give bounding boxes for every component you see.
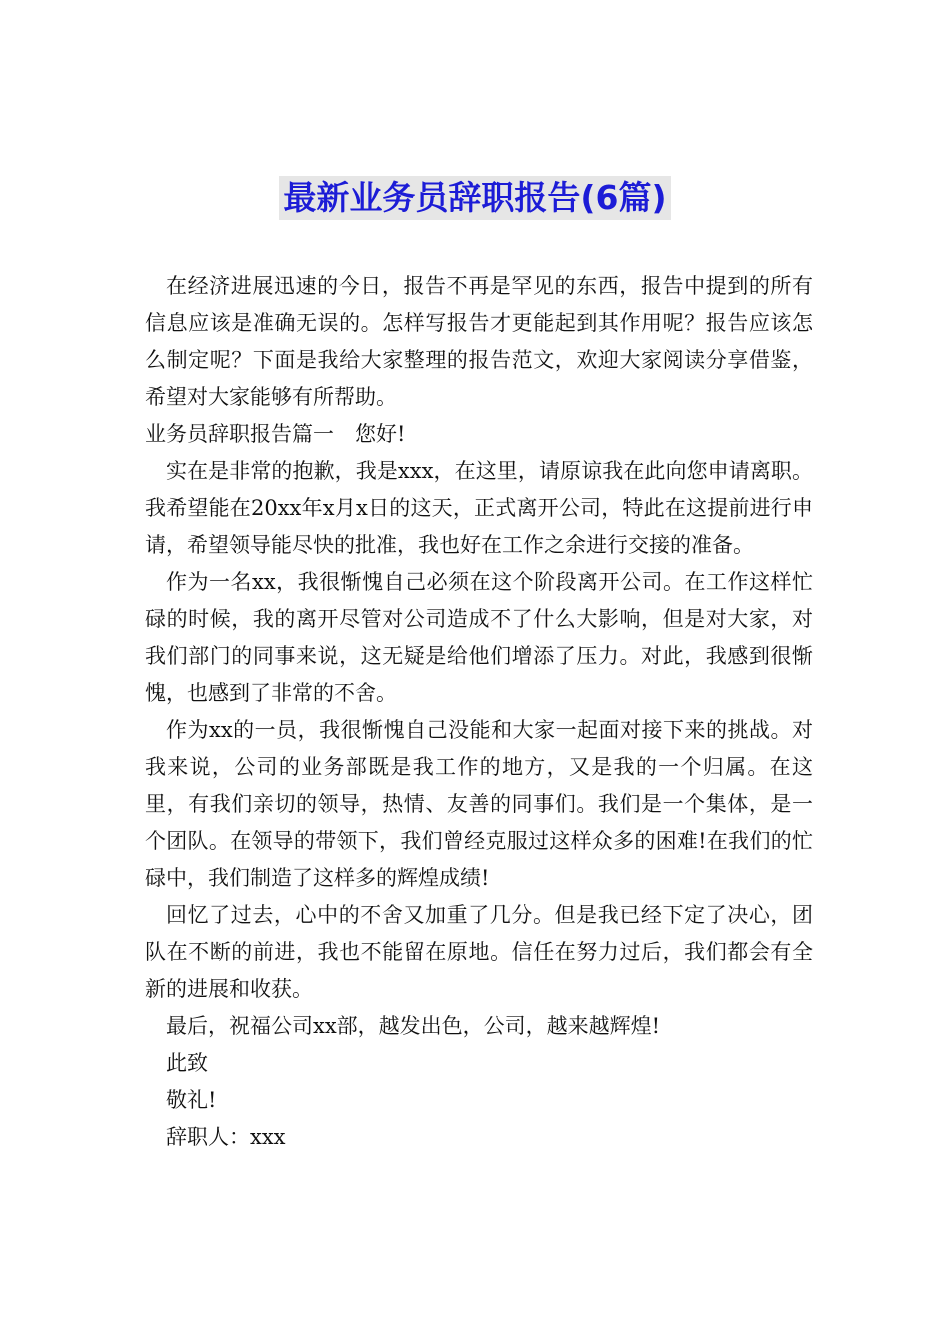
body-paragraph-3: 作为xx的一员，我很惭愧自己没能和大家一起面对接下来的挑战。对我来说，公司的业务部既是我工作的地方，又是我的一个归属。在这里，有我们亲切的领导，热情、友善的同事们。我们是一个集体，是一个团队。在领导的带领下，我们曾经克服过这样众多的困难!在我们的忙碌中，我们制造了这样多的辉煌成绩! <box>145 718 813 890</box>
document-title: 最新业务员辞职报告(6篇) <box>279 176 670 220</box>
section-heading-line: 业务员辞职报告篇一 您好! <box>145 422 406 446</box>
body-paragraph-5: 最后，祝福公司xx部，越发出色，公司，越来越辉煌! <box>166 1014 661 1038</box>
body-paragraph-1: 实在是非常的抱歉，我是xxx，在这里，请原谅我在此向您申请离职。我希望能在20xx年x月x日的这天，正式离开公司，特此在这提前进行申请，希望领导能尽快的批准，我也好在工作之余进行交接的准备。 <box>145 459 813 557</box>
intro-paragraph: 在经济进展迅速的今日，报告不再是罕见的东西，报告中提到的所有信息应该是准确无误的。怎样写报告才更能起到其作用呢？报告应该怎么制定呢？下面是我给大家整理的报告范文，欢迎大家阅读分享借鉴，希望对大家能够有所帮助。 <box>145 274 813 409</box>
closing-regards: 敬礼! <box>166 1088 217 1112</box>
body-paragraph-2: 作为一名xx，我很惭愧自己必须在这个阶段离开公司。在工作这样忙碌的时候，我的离开尽管对公司造成不了什么大影响，但是对大家，对我们部门的同事来说，这无疑是给他们增添了压力。对此，我感到很惭愧，也感到了非常的不舍。 <box>145 570 813 705</box>
body-paragraph-4: 回忆了过去，心中的不舍又加重了几分。但是我已经下定了决心，团队在不断的前进，我也不能留在原地。信任在努力过后，我们都会有全新的进展和收获。 <box>145 903 813 1001</box>
closing-salutation: 此致 <box>166 1051 208 1075</box>
signature-line: 辞职人：xxx <box>166 1125 286 1149</box>
title-container <box>0 176 950 220</box>
document-body <box>145 268 813 1156</box>
